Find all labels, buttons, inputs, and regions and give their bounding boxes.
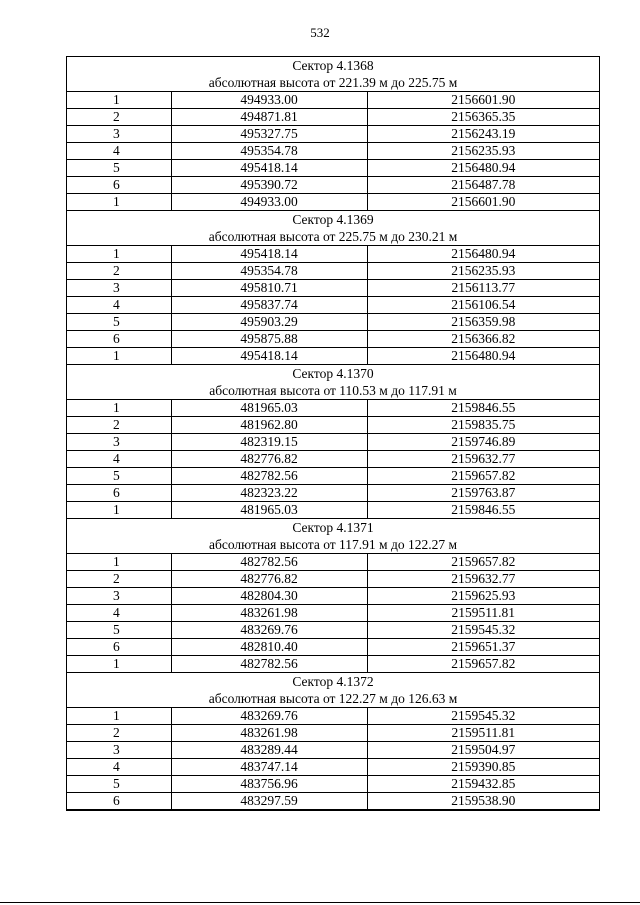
- point-number: 2: [67, 571, 171, 588]
- sector-title: Сектор 4.1372: [292, 674, 374, 689]
- coordinate-x: 483297.59: [171, 793, 367, 810]
- table-row: [67, 314, 599, 331]
- coordinate-y: 2156113.77: [367, 280, 599, 297]
- point-number: 1: [67, 502, 171, 519]
- coordinate-x: 482776.82: [171, 451, 367, 468]
- coordinate-y: 2159835.75: [367, 417, 599, 434]
- coordinate-x: 482782.56: [171, 468, 367, 485]
- coordinate-x: 483269.76: [171, 622, 367, 639]
- coordinate-x: 482323.22: [171, 485, 367, 502]
- point-number: 4: [67, 143, 171, 160]
- coordinate-y: 2159846.55: [367, 502, 599, 519]
- sector-title: Сектор 4.1369: [292, 212, 374, 227]
- bottom-rule: [0, 902, 640, 903]
- coordinate-y: 2156366.82: [367, 331, 599, 348]
- sector-title: Сектор 4.1368: [292, 58, 374, 73]
- coordinate-y: 2156601.90: [367, 194, 599, 211]
- point-number: 5: [67, 622, 171, 639]
- coordinate-x: 483289.44: [171, 742, 367, 759]
- point-number: 5: [67, 314, 171, 331]
- point-number: 6: [67, 331, 171, 348]
- table-row: [67, 759, 599, 776]
- coordinate-y: 2159657.82: [367, 468, 599, 485]
- point-number: 5: [67, 776, 171, 793]
- sector-table: [67, 211, 599, 365]
- point-number: 6: [67, 485, 171, 502]
- point-number: 4: [67, 759, 171, 776]
- coordinate-y: 2159846.55: [367, 400, 599, 417]
- table-row: [67, 331, 599, 348]
- coordinate-y: 2159511.81: [367, 725, 599, 742]
- point-number: 1: [67, 246, 171, 263]
- point-number: 1: [67, 708, 171, 725]
- coordinate-y: 2156480.94: [367, 348, 599, 365]
- page-number: 532: [310, 25, 330, 40]
- table-row: [67, 639, 599, 656]
- sector-title: Сектор 4.1370: [292, 366, 374, 381]
- table-row: [67, 92, 599, 109]
- coordinate-x: 483269.76: [171, 708, 367, 725]
- table-row: [67, 348, 599, 365]
- table-row: [67, 588, 599, 605]
- coordinate-x: 495418.14: [171, 348, 367, 365]
- table-row: [67, 742, 599, 759]
- coordinate-x: 481965.03: [171, 502, 367, 519]
- point-number: 3: [67, 742, 171, 759]
- coordinate-y: 2156601.90: [367, 92, 599, 109]
- sector-header: [67, 211, 599, 246]
- coordinate-y: 2159746.89: [367, 434, 599, 451]
- table-row: [67, 417, 599, 434]
- sector-altitude: абсолютная высота от 117.91 м до 122.27 м: [208, 537, 457, 552]
- coordinate-y: 2159657.82: [367, 554, 599, 571]
- coordinate-y: 2159657.82: [367, 656, 599, 673]
- coordinate-y: 2159504.97: [367, 742, 599, 759]
- table-row: [67, 246, 599, 263]
- table-row: [67, 109, 599, 126]
- sector-header: [67, 365, 599, 400]
- sector-header: [67, 519, 599, 554]
- point-number: 6: [67, 793, 171, 810]
- coordinate-y: 2156365.35: [367, 109, 599, 126]
- sector-header: [67, 57, 599, 92]
- coordinate-x: 482804.30: [171, 588, 367, 605]
- point-number: 6: [67, 177, 171, 194]
- coordinate-x: 495418.14: [171, 246, 367, 263]
- coordinate-x: 483747.14: [171, 759, 367, 776]
- sector-table: [67, 673, 599, 810]
- table-row: [67, 468, 599, 485]
- coordinate-x: 495810.71: [171, 280, 367, 297]
- coordinate-x: 482782.56: [171, 554, 367, 571]
- point-number: 4: [67, 451, 171, 468]
- point-number: 3: [67, 434, 171, 451]
- sector-altitude: абсолютная высота от 225.75 м до 230.21 м: [208, 229, 458, 244]
- table-row: [67, 400, 599, 417]
- table-row: [67, 502, 599, 519]
- coordinate-x: 483756.96: [171, 776, 367, 793]
- coordinate-y: 2159432.85: [367, 776, 599, 793]
- coordinate-y: 2159390.85: [367, 759, 599, 776]
- table-row: [67, 605, 599, 622]
- point-number: 6: [67, 639, 171, 656]
- coordinate-y: 2156480.94: [367, 160, 599, 177]
- coordinate-y: 2159545.32: [367, 708, 599, 725]
- table-row: [67, 434, 599, 451]
- table-row: [67, 451, 599, 468]
- coordinate-x: 495418.14: [171, 160, 367, 177]
- point-number: 1: [67, 348, 171, 365]
- sector-header: [67, 673, 599, 708]
- table-row: [67, 297, 599, 314]
- table-row: [67, 485, 599, 502]
- table-row: [67, 622, 599, 639]
- table-row: [67, 725, 599, 742]
- point-number: 2: [67, 263, 171, 280]
- coordinate-y: 2156480.94: [367, 246, 599, 263]
- point-number: 3: [67, 126, 171, 143]
- coordinate-x: 482319.15: [171, 434, 367, 451]
- coordinate-x: 495903.29: [171, 314, 367, 331]
- coordinate-x: 481962.80: [171, 417, 367, 434]
- sector-altitude: абсолютная высота от 110.53 м до 117.91 м: [209, 383, 457, 398]
- table-row: [67, 160, 599, 177]
- coordinate-x: 495327.75: [171, 126, 367, 143]
- coordinate-y: 2156487.78: [367, 177, 599, 194]
- coordinate-x: 495875.88: [171, 331, 367, 348]
- point-number: 1: [67, 656, 171, 673]
- point-number: 4: [67, 297, 171, 314]
- sectors-table: [66, 56, 600, 811]
- sector-table: [67, 365, 599, 519]
- table-row: [67, 554, 599, 571]
- coordinate-x: 494933.00: [171, 92, 367, 109]
- coordinate-y: 2159511.81: [367, 605, 599, 622]
- sector-title: Сектор 4.1371: [292, 520, 374, 535]
- table-row: [67, 793, 599, 810]
- coordinate-x: 495837.74: [171, 297, 367, 314]
- sector-altitude: абсолютная высота от 221.39 м до 225.75 м: [208, 75, 458, 90]
- coordinate-x: 481965.03: [171, 400, 367, 417]
- coordinate-x: 495354.78: [171, 143, 367, 160]
- sector-altitude: абсолютная высота от 122.27 м до 126.63 м: [208, 691, 458, 706]
- table-row: [67, 656, 599, 673]
- point-number: 2: [67, 725, 171, 742]
- coordinate-y: 2156235.93: [367, 263, 599, 280]
- coordinate-y: 2159763.87: [367, 485, 599, 502]
- coordinate-y: 2156359.98: [367, 314, 599, 331]
- coordinate-y: 2159632.77: [367, 451, 599, 468]
- coordinate-x: 483261.98: [171, 605, 367, 622]
- coordinate-y: 2159625.93: [367, 588, 599, 605]
- coordinate-x: 495390.72: [171, 177, 367, 194]
- coordinate-x: 494871.81: [171, 109, 367, 126]
- coordinate-y: 2156243.19: [367, 126, 599, 143]
- table-row: [67, 126, 599, 143]
- table-row: [67, 776, 599, 793]
- coordinate-x: 483261.98: [171, 725, 367, 742]
- coordinate-x: 495354.78: [171, 263, 367, 280]
- table-row: [67, 571, 599, 588]
- table-row: [67, 708, 599, 725]
- point-number: 1: [67, 194, 171, 211]
- table-row: [67, 177, 599, 194]
- point-number: 2: [67, 417, 171, 434]
- table-row: [67, 263, 599, 280]
- point-number: 5: [67, 160, 171, 177]
- coordinate-x: 494933.00: [171, 194, 367, 211]
- point-number: 5: [67, 468, 171, 485]
- coordinate-y: 2159651.37: [367, 639, 599, 656]
- point-number: 3: [67, 588, 171, 605]
- point-number: 1: [67, 554, 171, 571]
- coordinate-y: 2159538.90: [367, 793, 599, 810]
- table-row: [67, 280, 599, 297]
- point-number: 3: [67, 280, 171, 297]
- sector-table: [67, 519, 599, 673]
- coordinate-y: 2156106.54: [367, 297, 599, 314]
- sector-table: [67, 57, 599, 211]
- coordinate-x: 482782.56: [171, 656, 367, 673]
- coordinate-y: 2156235.93: [367, 143, 599, 160]
- coordinate-y: 2159545.32: [367, 622, 599, 639]
- point-number: 1: [67, 92, 171, 109]
- coordinate-x: 482776.82: [171, 571, 367, 588]
- coordinate-x: 482810.40: [171, 639, 367, 656]
- point-number: 4: [67, 605, 171, 622]
- point-number: 1: [67, 400, 171, 417]
- point-number: 2: [67, 109, 171, 126]
- coordinate-y: 2159632.77: [367, 571, 599, 588]
- table-row: [67, 143, 599, 160]
- table-row: [67, 194, 599, 211]
